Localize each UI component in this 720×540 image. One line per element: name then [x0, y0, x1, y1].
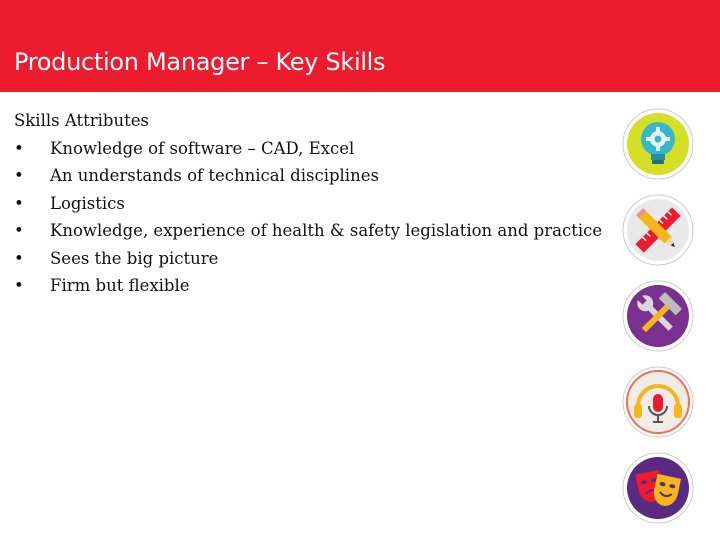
title-bar [0, 0, 720, 92]
list-item [14, 217, 614, 245]
list-item-text: Knowledge, experience of health & safety legislation and practice [50, 221, 603, 240]
theatre-masks-icon [622, 452, 694, 524]
list-item-text: Knowledge of software – CAD, Excel [50, 138, 355, 158]
list-item [14, 135, 614, 163]
list-item-text: Logistics [50, 193, 125, 213]
wrench-hammer-icon [622, 280, 694, 352]
bullet: • [14, 221, 24, 240]
list-item [14, 162, 614, 190]
skills-content [14, 107, 614, 300]
lightbulb-gear-icon [622, 108, 694, 180]
list-item-text: Firm but flexible [50, 276, 190, 295]
bullet: • [14, 276, 24, 295]
bullet: • [14, 248, 24, 268]
bullet: • [14, 193, 24, 213]
list-item-text: An understands of technical disciplines [50, 166, 379, 185]
list-item-text: Sees the big picture [50, 248, 219, 268]
skills-list [14, 135, 614, 300]
ruler-pencil-icon [622, 194, 694, 266]
skills-heading: Skills Attributes [14, 111, 149, 130]
list-item [14, 245, 614, 273]
list-item [14, 272, 614, 300]
bullet: • [14, 166, 24, 185]
list-item [14, 190, 614, 218]
bullet: • [14, 138, 24, 158]
headphones-microphone-icon [622, 366, 694, 438]
slide-title: Production Manager – Key Skills [14, 48, 386, 76]
